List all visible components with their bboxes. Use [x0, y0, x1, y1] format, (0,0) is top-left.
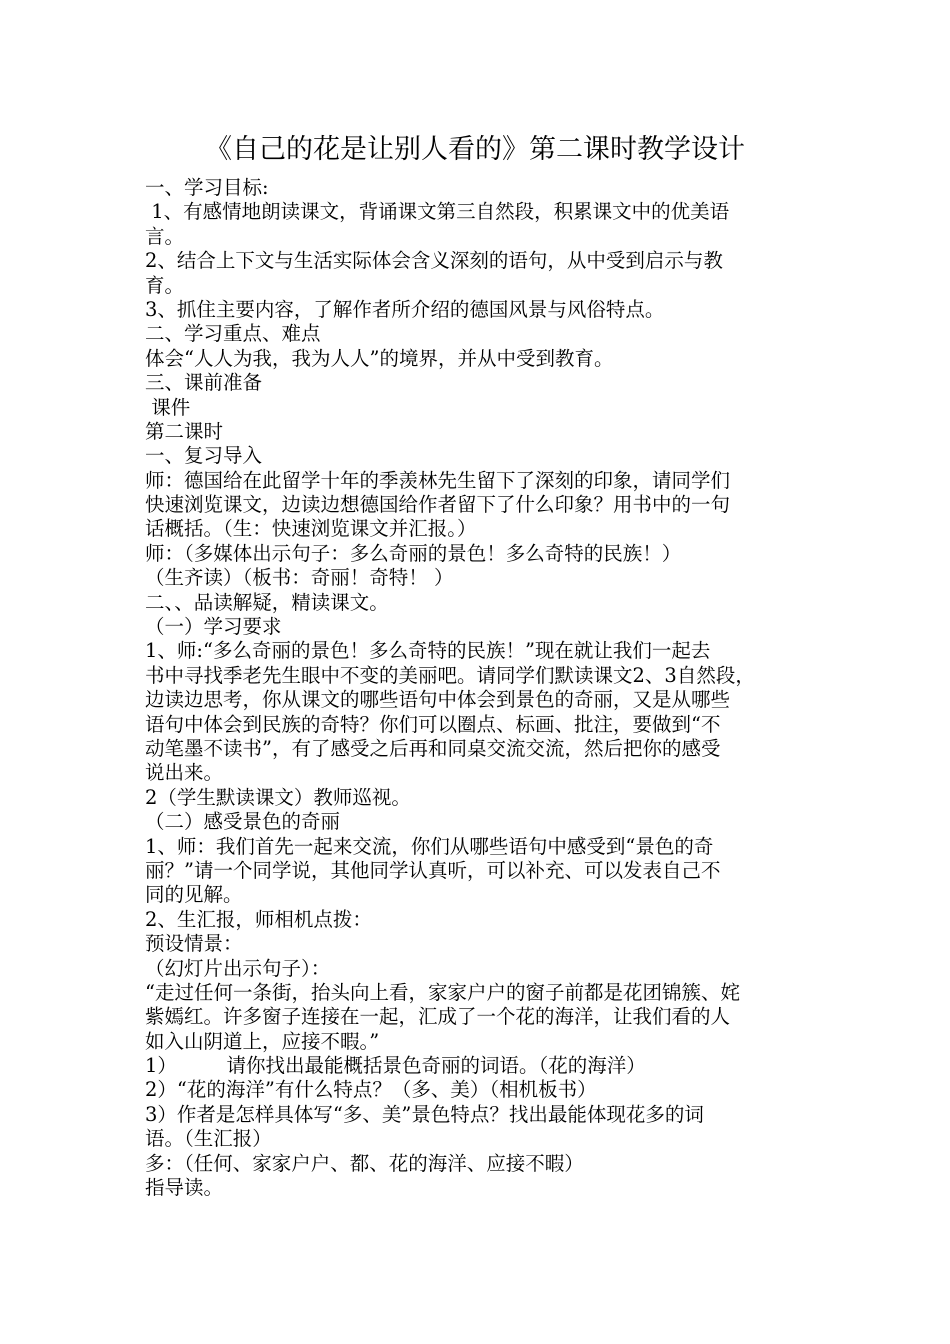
text-line: 话概括。（生：快速浏览课文并汇报。） [145, 517, 477, 541]
text-line: 2）“花的海洋”有什么特点？（多、美）（相机板书） [145, 1078, 597, 1102]
text-line: 师：（多媒体出示句子：多么奇丽的景色！多么奇特的民族！） [145, 541, 682, 565]
text-line: （一）学习要求 [145, 615, 282, 639]
text-line: “走过任何一条街，抬头向上看，家家户户的窗子前都是花团锦簇、姹 [145, 980, 740, 1004]
text-line: 边读边思考，你从课文的哪些语句中体会到景色的奇丽，又是从哪些 [145, 688, 731, 712]
text-line: 2（学生默读课文）教师巡视。 [145, 785, 411, 809]
text-line: 语。（生汇报） [145, 1127, 272, 1151]
text-line: 快速浏览课文，边读边想德国给作者留下了什么印象？用书中的一句 [145, 493, 731, 517]
text-line: （二）感受景色的奇丽 [145, 810, 341, 834]
text-line: （生齐读）（板书：奇丽！奇特！ ） [145, 566, 454, 590]
text-line: 1、师:“多么奇丽的景色！多么奇特的民族！”现在就让我们一起去 [145, 639, 711, 663]
text-line: 说出来。 [145, 761, 224, 785]
text-line: （幻灯片出示句子）： [145, 956, 331, 980]
text-line: 多：（任何、家家户户、都、花的海洋、应接不暇） [145, 1151, 584, 1175]
text-line: 2、生汇报，师相机点拨： [145, 907, 372, 931]
document-body [145, 176, 825, 1200]
text-line: 如入山阴道上，应接不暇。” [145, 1029, 380, 1053]
text-line: 育。 [145, 273, 185, 297]
text-line: 书中寻找季老先生眼中不变的美丽吧。请同学们默读课文2、3自然段， [145, 663, 755, 687]
text-line: 动笔墨不读书”，有了感受之后再和同桌交流交流，然后把你的感受 [145, 736, 721, 760]
document-title: 《自己的花是让别人看的》第二课时教学设计 [205, 134, 745, 165]
text-line: 一、学习目标: [145, 176, 269, 199]
text-line: 二、学习重点、难点 [145, 322, 321, 346]
text-line: 体会“人人为我，我为人人”的境界，并从中受到教育。 [145, 346, 614, 370]
text-line: 1、有感情地朗读课文，背诵课文第三自然段，积累课文中的优美语 [145, 200, 730, 224]
text-line: 紫嫣红。许多窗子连接在一起，汇成了一个花的海洋，让我们看的人 [145, 1005, 731, 1029]
text-line: 言。 [145, 224, 185, 248]
text-line: 指导读。 [145, 1176, 224, 1200]
text-line: 课件 [145, 395, 191, 419]
text-line: 同的见解。 [145, 883, 243, 907]
text-line: 预设情景： [145, 932, 243, 956]
text-line: 师：德国给在此留学十年的季羡林先生留下了深刻的印象，请同学们 [145, 468, 731, 492]
text-line: 三、课前准备 [145, 371, 263, 395]
text-line: 语句中体会到民族的奇特？你们可以圈点、标画、批注，要做到“不 [145, 712, 721, 736]
text-line: 2、结合上下文与生活实际体会含义深刻的语句，从中受到启示与教 [145, 249, 723, 273]
text-line: 二、、品读解疑，精读课文。 [145, 590, 389, 614]
text-line: 3）作者是怎样具体写“多、美”景色特点？找出最能体现花多的词 [145, 1102, 704, 1126]
text-line: 一、复习导入 [145, 444, 263, 468]
text-line: 3、抓住主要内容，了解作者所介绍的德国风景与风俗特点。 [145, 297, 665, 321]
text-line: 1、师：我们首先一起来交流，你们从哪些语句中感受到“景色的奇 [145, 834, 714, 858]
text-line: 1） 请你找出最能概括景色奇丽的词语。（花的海洋） [145, 1054, 646, 1078]
text-line: 丽？”请一个同学说，其他同学认真听，可以补充、可以发表自己不 [145, 858, 721, 882]
text-line: 第二课时 [145, 419, 224, 443]
